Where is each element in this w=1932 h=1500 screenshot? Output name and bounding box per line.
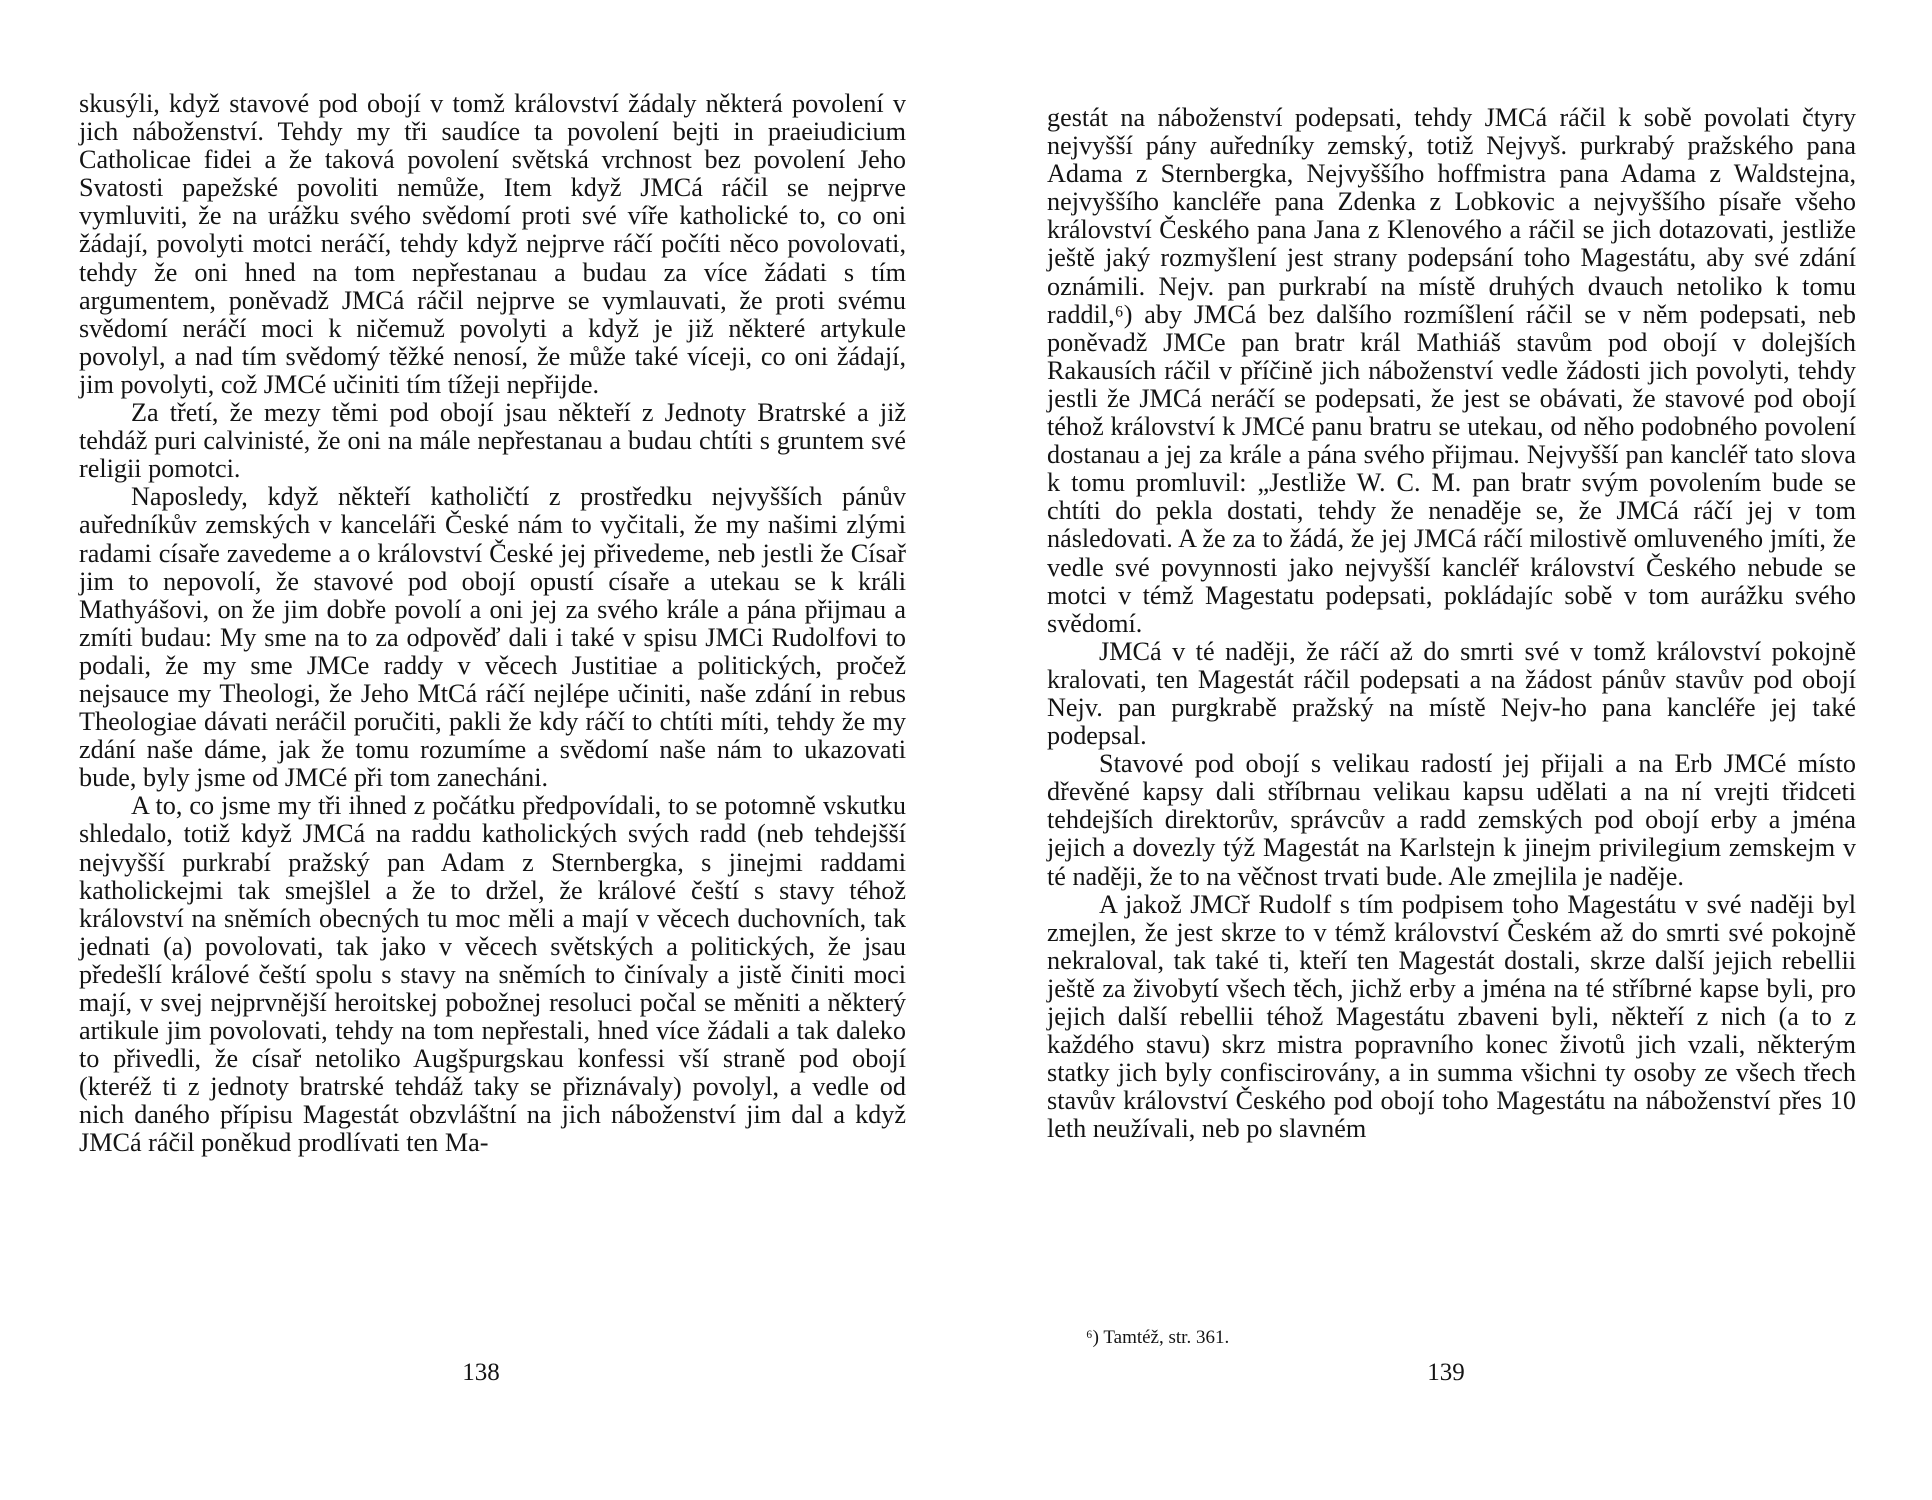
paragraph: gestát na náboženství podepsati, tehdy JMCá ráčil k sobě povolati čtyry nejvyšší pány auředníky zemský, totiž Nejvyš. purkrabý pražského pana Adama z Sternbergka, Nejvyššího hoffmistra pana Adama z Waldstejna, nejvyššího kancléře pana Zdenka z Lobkovic a nejvyššího písaře všeho království Českého pana Jana z Klenového a ráčil se jich dotazovati, jestliže ještě jaký rozmyšlení jest strany podepsání toho Magestátu, aby své zdání oznámili. Nejv. pan purkrabí na místě druhých dvauch netoliko k tomu raddil,⁶) aby JMCá bez dalšího rozmíšlení ráčil se v něm podepsati, neb poněvadž JMCe pan bratr král Mathiáš stavům pod obojí v dolejších Rakausích ráčil v příčině jich náboženství vedle žádosti jich povolyti, tehdy jestli že JMCá neráčí se podepsati, že jest se obávati, že stavové pod obojí téhož království k JMCé panu bratru se utekau, od něho podobného povolení dostanau a jej za krále a pána svého přijmau. Nejvyšší pan kancléř tato slova k tomu promluvil: „Jestliže W. C. M. pan bratr svým povolením bude se chtíti do pekla dostati, tehdy že nenaděje se, že JMCá ráčí jej v tom následovati. A že za to žádá, že jej JMCá ráčí milostivě omluveného jmíti, že vedle své povynnosti jako nejvyšší kancléř království Českého nebude se motci v témž Magestatu podepsati, pokládajíc sobě v tom aurážku svého svědomí. [1047,103,1856,638]
right-page [966,0,1932,1500]
right-page-text [1047,104,1856,1143]
page-number: 139 [1427,1359,1465,1386]
footnote: ⁶) Tamtéž, str. 361. [1086,1327,1230,1348]
paragraph: JMCá v té naději, že ráčí až do smrti své v tomž království pokojně kralovati, ten Magestát ráčil podepsati a na žádost pánův stavův pod obojí Nejv. pan purgkrabě pražský na místě Nejv-ho pana kancléře jej také podepsal. [1047,636,1856,751]
paragraph: skusýli, když stavové pod obojí v tomž království žádaly některá povolení v jich náboženství. Tehdy my tři saudíce ta povolení bejti in praeiudicium Catholicae fidei a že taková povolení světská vrchnost bez povolení Jeho Svatosti papežské povoliti nemůže, Item když JMCá ráčil se nejprve vymluviti, že na urážku svého svědomí proti své víře katholické to, co oni žádají, povolyti motci neráčí, tehdy když nejprve ráčí počíti něco povolovati, tehdy že oni hned na tom nepřestanau a budau za více žádati s tím argumentem, poněvadž JMCá ráčil nejprve se vymlauvati, že proti svému svědomí neráčí moci k ničemuž povolyti a když je již některé artykule povolyl, a nad tím svědomý těžké nenosí, že může také víceji, co oni žádají, jim povolyti, což JMCé učiniti tím tížeji nepřijde. [79,89,906,399]
paragraph: Stavové pod obojí s velikau radostí jej přijali a na Erb JMCé místo dřevěné kapsy dali stříbrnau velikau kapsu udělati a na ní vrejti třidceti tehdejších direktorův, správcův a radd zemských pod obojí erby a jména jejich a dovezly týž Magestát na Karlstejn k jinejm privilegium zemskejm v té naději, že to na věčnost trvati bude. Ale zmejlila je naděje. [1047,749,1856,891]
paragraph: Za třetí, že mezy těmi pod obojí jsau někteří z Jednoty Bratrské a již tehdáž puri calvinisté, že oni na mále nepřestanau a budau chtíti s gruntem své religii pomotci. [79,398,906,484]
paragraph: A to, co jsme my tři ihned z počátku předpovídali, to se potomně vskutku shledalo, totiž když JMCá na raddu katholických svých radd (neb tehdejšší nejvyšší purkrabí pražský pan Adam z Sternbergka, s jinejmi raddami katholickejmi tak smejšlel a že to držel, že králové čeští s stavy téhož království na sněmích obecných tu moc měli a mají v věcech duchovních, tak jednati (a) povolovati, tak jako v věcech světských a politických, že jsau předešlí králové čeští spolu s stavy na sněmích to činívaly a jistě činiti moci mají, v svej nejprvnější heroitskej pobožnej resoluci počal se měniti a některý artikule jim povolovati, tehdy na tom nepřestali, hned více žádali a tak daleko to přivedli, že císař netoliko Augšpurgskau konfessi vší straně pod obojí (kteréž ti z jednoty bratrské tehdáž taky se přiznávaly) povolyl, a vedle od nich daného přípisu Magestát obzvláštní na jich náboženství jim dal a když JMCá ráčil poněkud prodlívati ten Ma- [79,791,906,1158]
paragraph: A jakož JMCř Rudolf s tím podpisem toho Magestátu v své naději byl zmejlen, že jest skrze to v témž království Českém až do smrti své pokojně nekraloval, tak také ti, kteří ten Magestát dostali, skrze další jejich rebellii ještě za živobytí všech těch, jichž erby a jména na té stříbrné kapse byli, pro jejich další rebellii téhož Magestátu zbaveni byli, někteří z nich (a to z každého stavu) skrz mistra popravního konec životů jich vzali, některým statky jich byly confiscirovány, a in summa všichni ty osoby ze všech třech stavův království Českého pod obojí toho Magestátu na náboženství přes 10 leth neužívali, neb po slavném [1047,889,1856,1144]
page-number: 138 [462,1359,500,1386]
paragraph: Naposledy, když někteří katholičtí z prostředku nejvyšších pánův auředníkův zemských v kanceláři České nám to vyčitali, že my našimi zlými radami císaře zavedeme a o království České jej přivedeme, neb jestli že Císař jim to nepovolí, že stavové pod obojí opustí císaře a utekau se k králi Mathyášovi, on že jim dobře povolí a oni jej za svého krále a pána přijmau a zmíti budau: My sme na to za odpověď dali i také v spisu JMCi Rudolfovi to podali, že my sme JMCe raddy v věcech Justitiae a politických, pročež nejsauce my Theologi, že Jeho MtCá ráčí nejlépe učiniti, naše zdání in rebus Theologiae dávati neráčil poručiti, pakli že kdy ráčí to chtíti míti, tehdy že my zdání naše dáme, jak že tomu rozumíme a svědomí naše nám to ukazovati bude, byly jsme od JMCé při tom zanecháni. [79,482,906,793]
left-page-text [79,90,906,1158]
